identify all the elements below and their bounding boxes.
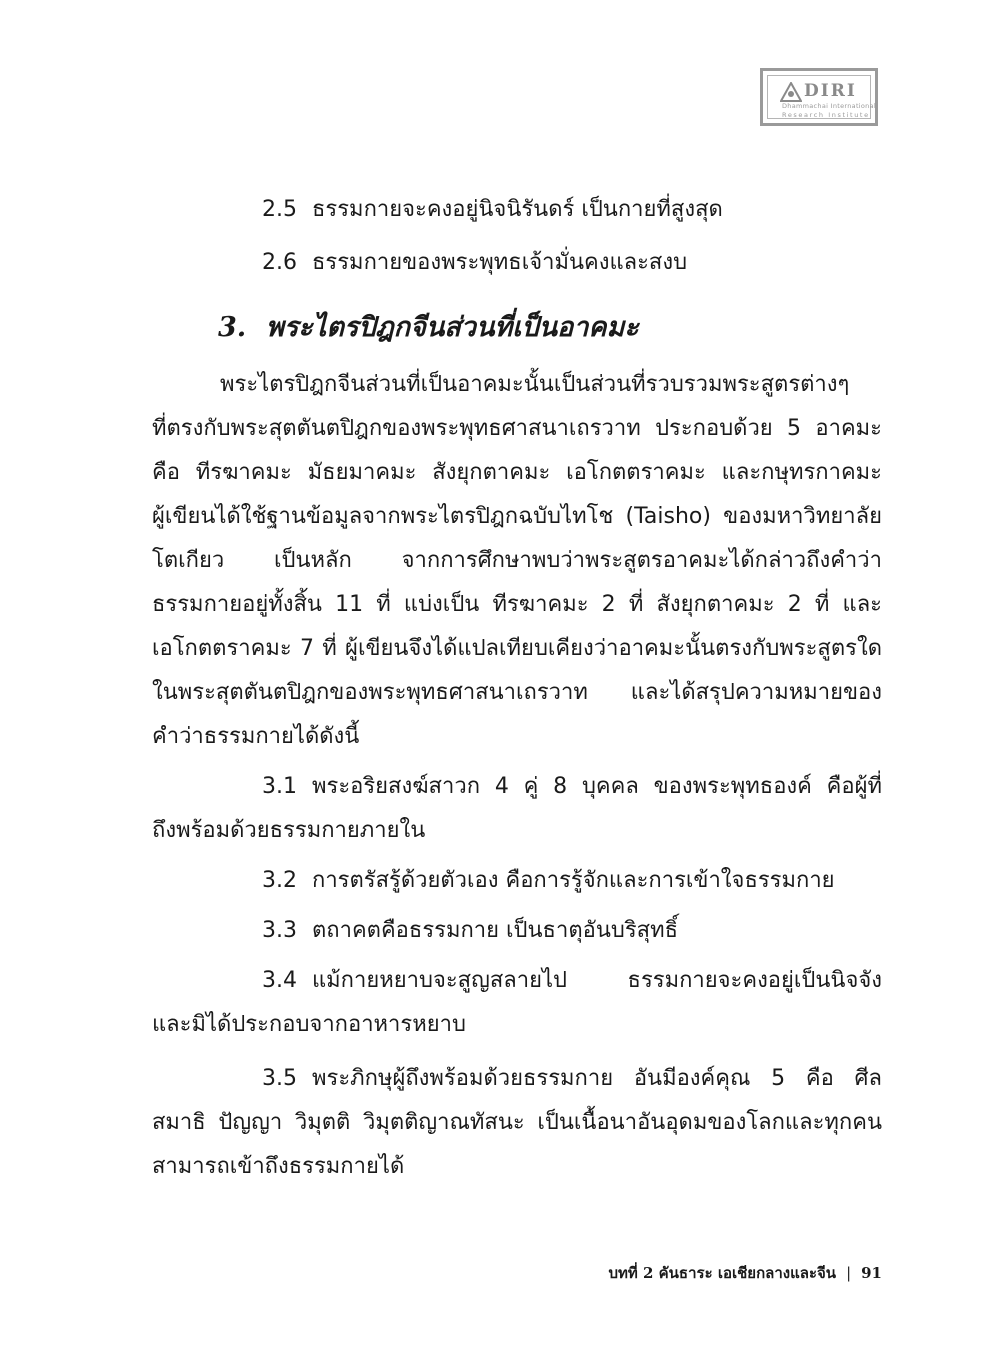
heading-number: 3. — [218, 312, 247, 343]
logo-word: DIRI — [804, 81, 857, 101]
paragraph-line: ผู้เขียนได้ใช้ฐานข้อมูลจากพระไตรปิฎกฉบับไทโช (Taisho) ของมหาวิทยาลัย — [152, 504, 882, 529]
paragraph-line: ที่ตรงกับพระสุตตันตปิฎกของพระพุทธศาสนาเถรวาท ประกอบด้วย 5 อาคมะ — [152, 416, 882, 441]
list-text: พระอริยสงฆ์สาวก 4 คู่ 8 บุคคล ของพระพุทธองค์ คือผู้ที่ — [312, 774, 882, 799]
list-text: แม้กายหยาบจะสูญสลายไป ธรรมกายจะคงอยู่เป็นนิจจัง — [312, 968, 882, 993]
diri-logo — [760, 68, 878, 126]
list-item-3-3 — [262, 916, 882, 946]
list-item-3-1 — [262, 772, 882, 802]
logo-subtitle-1: Dhammachai International — [782, 102, 876, 110]
paragraph-line: คือ ทีรฆาคมะ มัธยมาคมะ สังยุกตาคมะ เอโกตตราคมะ และกษุทรกาคมะ — [152, 460, 882, 485]
footer-separator: | — [846, 1264, 852, 1282]
page-footer — [608, 1261, 882, 1285]
logo-frame — [767, 75, 876, 119]
list-text: ตถาคตคือธรรมกาย เป็นธาตุอันบริสุทธิ์ — [312, 918, 678, 943]
page-number: 91 — [861, 1264, 882, 1282]
list-number: 3.4 — [262, 968, 297, 993]
list-item-3-2 — [262, 866, 882, 896]
paragraph-line: เอโกตตราคมะ 7 ที่ ผู้เขียนจึงได้แปลเทียบเคียงว่าอาคมะนั้นตรงกับพระสูตรใด — [152, 636, 882, 661]
paragraph-line: พระไตรปิฎกจีนส่วนที่เป็นอาคมะนั้นเป็นส่วนที่รวบรวมพระสูตรต่างๆ — [220, 372, 850, 397]
list-number: 3.2 — [262, 868, 297, 893]
paragraph-line: ในพระสุตตันตปิฎกของพระพุทธศาสนาเถรวาท และได้สรุปความหมายของ — [152, 680, 882, 705]
logo-subtitle-2: Research Institute — [782, 111, 870, 119]
list-text: พระภิกษุผู้ถึงพร้อมด้วยธรรมกาย อันมีองค์คุณ 5 คือ ศีล — [312, 1066, 882, 1091]
paragraph-line: คำว่าธรรมกายได้ดังนี้ — [152, 724, 360, 749]
list-number: 2.5 — [262, 197, 297, 222]
list-text: ธรรมกายจะคงอยู่นิจนิรันดร์ เป็นกายที่สูงสุด — [312, 197, 723, 222]
list-continuation: ถึงพร้อมด้วยธรรมกายภายใน — [152, 818, 426, 843]
paragraph-line: ธรรมกายอยู่ทั้งสิ้น 11 ที่ แบ่งเป็น ทีรฆาคมะ 2 ที่ สังยุกตาคมะ 2 ที่ และ — [152, 592, 882, 617]
list-text: ธรรมกายของพระพุทธเจ้ามั่นคงและสงบ — [312, 250, 688, 275]
list-item-3-4 — [262, 966, 882, 996]
list-text: การตรัสรู้ด้วยตัวเอง คือการรู้จักและการเข้าใจธรรมกาย — [312, 868, 835, 893]
diri-triangle-icon — [780, 82, 802, 102]
list-item-2-6 — [262, 248, 882, 278]
list-number: 3.1 — [262, 774, 297, 799]
paragraph-line: โตเกียว เป็นหลัก จากการศึกษาพบว่าพระสูตรอาคมะได้กล่าวถึงคำว่า — [152, 548, 882, 573]
list-item-3-5 — [262, 1064, 882, 1094]
section-heading — [218, 310, 639, 346]
list-number: 3.3 — [262, 918, 297, 943]
list-continuation: สมาธิ ปัญญา วิมุตติ วิมุตติญาณทัสนะ เป็นเนื้อนาอันอุดมของโลกและทุกคน — [152, 1110, 882, 1135]
list-item-2-5 — [262, 195, 882, 225]
heading-text: พระไตรปิฎกจีนส่วนที่เป็นอาคมะ — [266, 312, 639, 343]
list-continuation: สามารถเข้าถึงธรรมกายได้ — [152, 1154, 405, 1179]
list-number: 3.5 — [262, 1066, 297, 1091]
footer-chapter: บทที่ 2 คันธาระ เอเชียกลางและจีน — [608, 1264, 837, 1282]
list-continuation: และมิได้ประกอบจากอาหารหยาบ — [152, 1012, 466, 1037]
list-number: 2.6 — [262, 250, 297, 275]
